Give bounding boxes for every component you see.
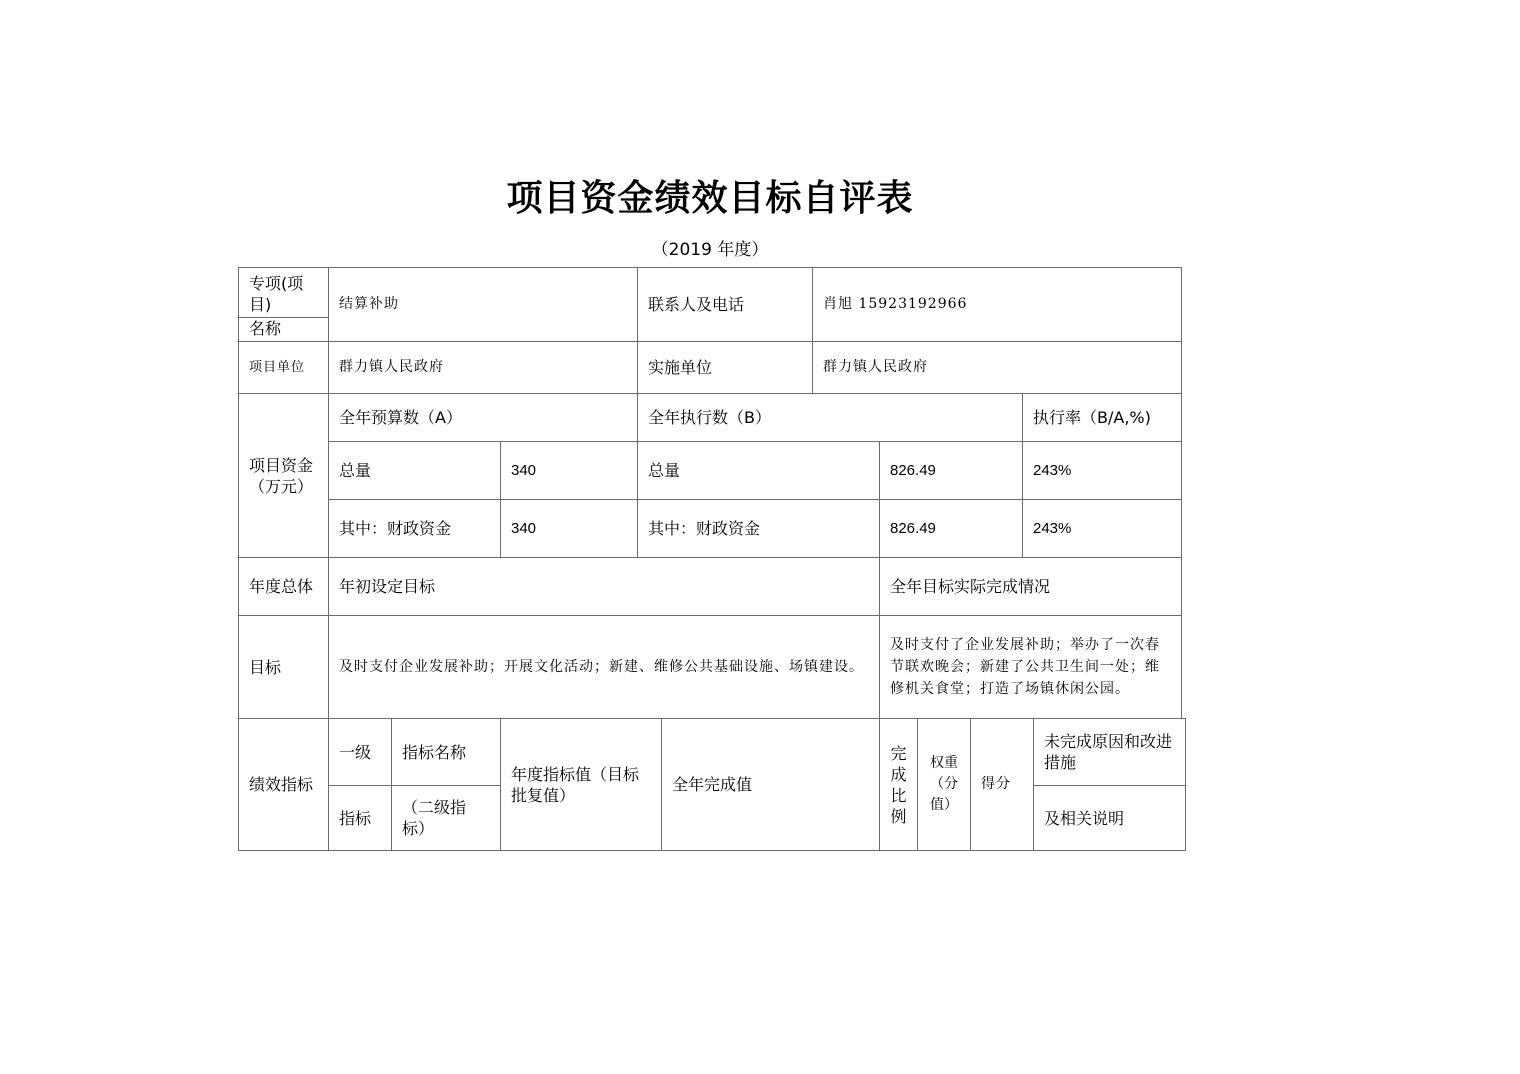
project-name-label-cell [239,268,329,342]
actual-value-header: 全年完成值 [662,719,880,851]
reason-header-bottom: 及相关说明 [1034,786,1186,851]
annual-target-header: 年度指标值（目标批复值） [501,719,662,851]
rate-header: 执行率（B/A,%) [1023,394,1182,442]
unit-row [239,342,1182,394]
exec-header: 全年执行数（B） [638,394,1023,442]
indicators-label: 绩效指标 [239,719,329,851]
level1-label-bottom: 指标 [329,786,392,851]
project-unit-value: 群力镇人民政府 [329,342,638,394]
page-title: 项目资金绩效目标自评表 [506,177,914,219]
reason-header-top: 未完成原因和改进措施 [1034,719,1186,786]
indicators-top-row [239,719,1186,786]
rate-total-value: 243% [1023,442,1182,500]
goals-label-bottom: 目标 [239,616,329,719]
exec-fiscal-value: 826.49 [880,500,1023,558]
contact-value: 肖旭 15923192966 [813,268,1182,342]
project-name-value: 结算补助 [329,268,638,342]
contact-label: 联系人及电话 [638,268,813,342]
impl-unit-label: 实施单位 [638,342,813,394]
rate-fiscal-value: 243% [1023,500,1182,558]
funds-fiscal-row [239,500,1182,558]
project-name-label-top: 专项(项目) [239,271,328,318]
indicator-name-bottom: （二级指标） [392,786,501,851]
project-name-label-bottom: 名称 [249,318,282,338]
goals-label-top: 年度总体 [239,558,329,616]
year-label: （2019 年度） [651,240,769,260]
project-unit-label: 项目单位 [239,342,329,394]
score-header: 得分 [971,719,1034,851]
project-name-row [239,268,1182,342]
goals-header-row [239,558,1182,616]
funds-header-row [239,394,1182,442]
budget-total-value: 340 [501,442,638,500]
indicators-table [238,718,1186,851]
initial-goal-text: 及时支付企业发展补助；开展文化活动；新建、维修公共基础设施、场镇建设。 [329,616,880,719]
evaluation-table [238,267,1182,719]
actual-goal-header: 全年目标实际完成情况 [880,558,1182,616]
actual-goal-text: 及时支付了企业发展补助；举办了一次春节联欢晚会；新建了公共卫生间一处；维修机关食堂；打造了场镇休闲公园。 [880,616,1182,719]
budget-header: 全年预算数（A） [329,394,638,442]
impl-unit-value: 群力镇人民政府 [813,342,1182,394]
budget-total-label: 总量 [329,442,501,500]
budget-fiscal-label: 其中：财政资金 [329,500,501,558]
goals-content-row [239,616,1182,719]
indicator-name-top: 指标名称 [392,719,501,786]
weight-header: 权重（分值） [918,719,971,851]
completion-ratio-header: 完成比例 [880,719,918,851]
budget-fiscal-value: 340 [501,500,638,558]
exec-total-value: 826.49 [880,442,1023,500]
funds-label: 项目资金（万元） [239,394,329,558]
level1-label-top: 一级 [329,719,392,786]
funds-total-row [239,442,1182,500]
initial-goal-header: 年初设定目标 [329,558,880,616]
exec-fiscal-label: 其中：财政资金 [638,500,880,558]
exec-total-label: 总量 [638,442,880,500]
